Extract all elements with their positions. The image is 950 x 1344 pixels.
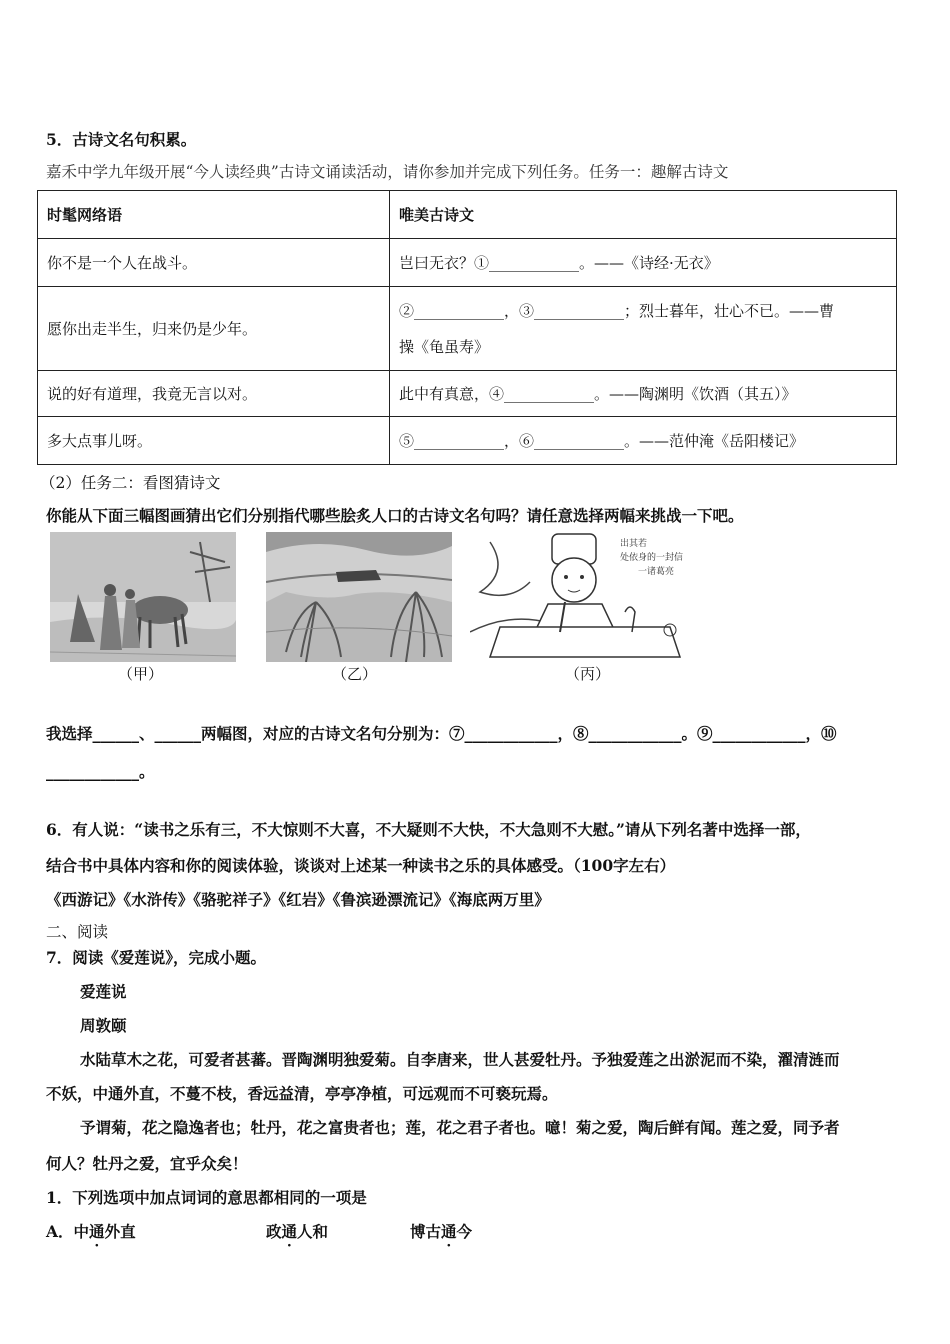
pic-text: 处依身的一封信 bbox=[620, 553, 684, 563]
section-heading: 二、阅读 bbox=[46, 923, 109, 941]
caption-bing: （丙） bbox=[565, 665, 611, 683]
table-header-cell: 时髦网络语 bbox=[38, 191, 390, 239]
essay-p2-line2: 何人？牡丹之爱，宜乎众矣！ bbox=[46, 1154, 248, 1173]
option-label: A． bbox=[46, 1222, 74, 1241]
q6-line-1: 6．有人说：“读书之乐有三，不大惊则不大喜，不大疑则不大快，不大急则不大慰。”请从下列名著中选择一部， bbox=[46, 820, 811, 839]
option-text: 政 bbox=[266, 1222, 282, 1241]
table-cell: 此中有真意，④____________。——陶渊明《饮酒（其五）》 bbox=[390, 371, 897, 417]
table-cell: 岂曰无衣？①____________。——《诗经·无衣》 bbox=[390, 239, 897, 287]
pic-text: 一诸葛亮 bbox=[638, 567, 675, 577]
table-cell bbox=[390, 287, 897, 371]
table-row bbox=[38, 287, 897, 371]
option-a-phrase-3 bbox=[410, 1220, 472, 1242]
picture-jia bbox=[50, 532, 236, 662]
dotted-char: 通 bbox=[441, 1222, 457, 1241]
table-row bbox=[38, 417, 897, 465]
option-text: 博古 bbox=[410, 1222, 442, 1241]
table-cell: 你不是一个人在战斗。 bbox=[38, 239, 390, 287]
table-header-row bbox=[38, 191, 897, 239]
cell-line: 操《龟虽寿》 bbox=[399, 337, 490, 356]
table-header-cell: 唯美古诗文 bbox=[390, 191, 897, 239]
table-cell: 说的好有道理，我竟无言以对。 bbox=[38, 371, 390, 417]
table-row bbox=[38, 239, 897, 287]
dotted-char: 通 bbox=[281, 1222, 298, 1241]
sub-question-1: 1．下列选项中加点词词的意思都相同的一项是 bbox=[46, 1188, 367, 1207]
option-a[interactable] bbox=[46, 1220, 136, 1242]
essay-p2-line1: 予谓菊，花之隐逸者也；牡丹，花之富贵者也；莲，花之君子者也。噫！菊之爱，陶后鲜有闻。莲之爱，同予者 bbox=[80, 1118, 840, 1137]
task2-title: （2）任务二：看图猜诗文 bbox=[40, 474, 221, 492]
dotted-char: 通 bbox=[89, 1222, 105, 1241]
table-cell: 愿你出走半生，归来仍是少年。 bbox=[38, 287, 390, 371]
table-cell: 多大点事儿呀。 bbox=[38, 417, 390, 465]
poem-table bbox=[37, 190, 897, 465]
essay-title: 爱莲说 bbox=[80, 982, 127, 1001]
q6-books: 《西游记》《水浒传》《骆驼祥子》《红岩》《鲁滨逊漂流记》《海底两万里》 bbox=[46, 890, 550, 909]
caption-jia: （甲） bbox=[118, 665, 164, 683]
picture-yi bbox=[266, 532, 452, 662]
table-cell: ⑤____________，⑥____________。——范仲淹《岳阳楼记》 bbox=[390, 417, 897, 465]
q6-line-2: 结合书中具体内容和你的阅读体验，谈谈对上述某一种读书之乐的具体感受。（100字左右） bbox=[46, 856, 676, 875]
option-text: 中 bbox=[73, 1222, 90, 1241]
pic-text: 出其若 bbox=[620, 539, 648, 549]
picture-bing bbox=[470, 532, 702, 662]
essay-author: 周敦颐 bbox=[80, 1016, 127, 1035]
q5-intro: 嘉禾中学九年级开展“今人读经典”古诗文诵读活动，请你参加并完成下列任务。任务一：趣解古诗文 bbox=[46, 163, 729, 181]
option-a-phrase-2 bbox=[266, 1220, 328, 1242]
option-text: 今 bbox=[456, 1222, 473, 1241]
q5-heading: 5．古诗文名句积累。 bbox=[46, 130, 197, 149]
option-text: 人和 bbox=[297, 1222, 329, 1241]
answer-line-1: 我选择______、______两幅图，对应的古诗文名句分别为：⑦____________，⑧____________。⑨____________，⑩ bbox=[46, 724, 837, 743]
answer-line-2: ____________。 bbox=[46, 762, 155, 781]
essay-p1-line1: 水陆草木之花，可爱者甚蕃。晋陶渊明独爱菊。自李唐来，世人甚爱牡丹。予独爱莲之出淤泥而不染，濯清涟而 bbox=[80, 1050, 840, 1069]
q7-heading: 7．阅读《爱莲说》，完成小题。 bbox=[46, 948, 267, 967]
caption-yi: （乙） bbox=[332, 665, 378, 683]
task2-prompt: 你能从下面三幅图画猜出它们分别指代哪些脍炙人口的古诗文名句吗？请任意选择两幅来挑战一下吧。 bbox=[46, 506, 744, 525]
option-text: 外直 bbox=[104, 1222, 136, 1241]
essay-p1-line2: 不妖，中通外直，不蔓不枝，香远益清，亭亭净植，可远观而不可亵玩焉。 bbox=[46, 1084, 558, 1103]
table-row bbox=[38, 371, 897, 417]
cell-line: ②____________，③____________；烈士暮年，壮心不已。——曹 bbox=[399, 301, 835, 320]
